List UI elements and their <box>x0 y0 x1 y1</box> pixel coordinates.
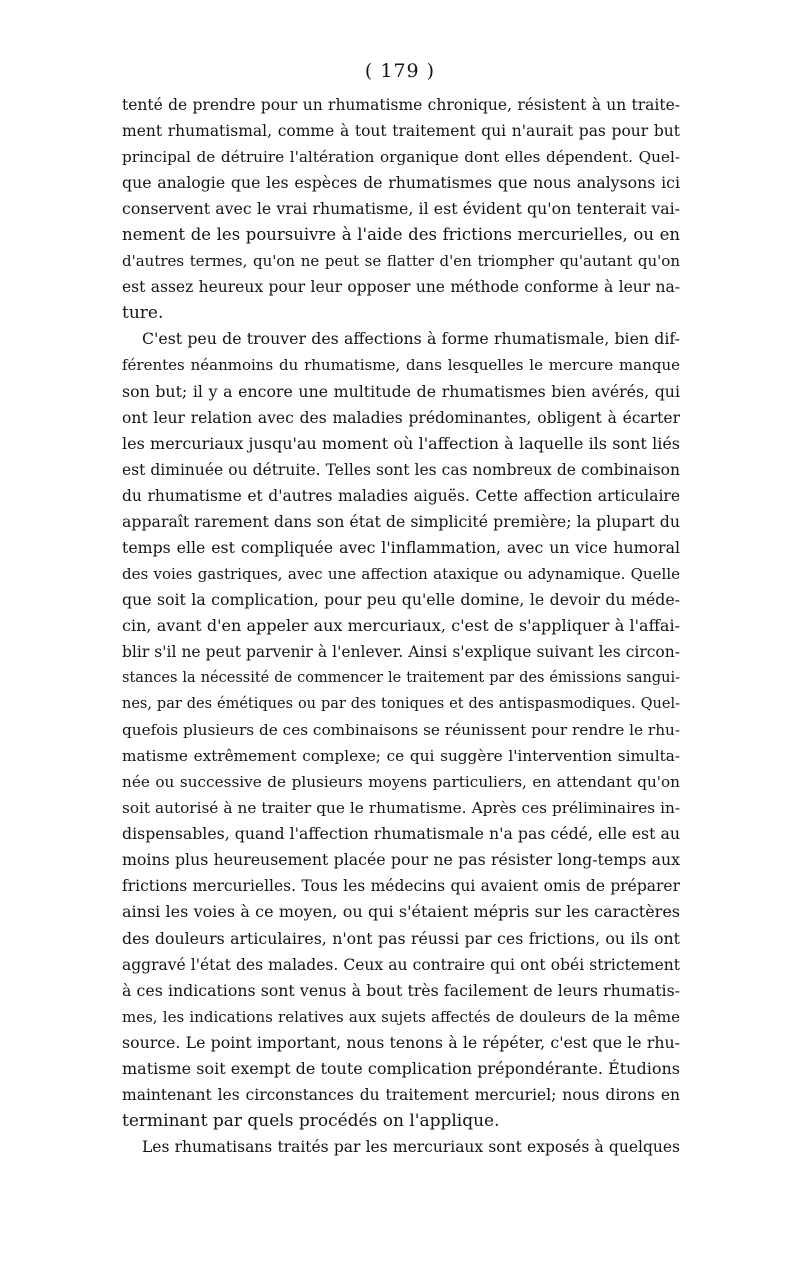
text-line: matisme soit exempt de toute complication prépondérante. Étudions <box>122 1058 680 1078</box>
text-line: ainsi les voies à ce moyen, ou qui s'étaient mépris sur les caractères <box>122 902 680 922</box>
text-line: principal de détruire l'altération organique dont elles dépendent. Quel- <box>122 148 680 167</box>
text-line: matisme extrêmement complexe; ce qui suggère l'intervention simulta- <box>122 747 680 766</box>
text-line: terminant par quels procédés on l'applique. <box>122 1110 500 1131</box>
text-line: source. Le point important, nous tenons à le répéter, c'est que le rhu- <box>122 1032 680 1052</box>
text-line: frictions mercurielles. Tous les médecins qui avaient omis de préparer <box>122 877 680 896</box>
body-text <box>122 92 680 1160</box>
text-line: est assez heureux pour leur opposer une méthode conforme à leur na- <box>122 278 680 297</box>
text-line: dispensables, quand l'affection rhumatismale n'a pas cédé, elle est au <box>122 824 680 844</box>
text-line: tenté de prendre pour un rhumatisme chronique, résistent à un traite- <box>122 96 680 114</box>
text-line: aggravé l'état des malades. Ceux au contraire qui ont obéi strictement <box>122 955 680 974</box>
text-line: à ces indications sont venus à bout très facilement de leurs rhumatis- <box>122 980 680 1000</box>
text-line: Les rhumatisans traités par les mercuriaux sont exposés à quelques <box>142 1137 680 1156</box>
text-line: ont leur relation avec des maladies prédominantes, obligent à écarter <box>122 408 680 427</box>
text-line: d'autres termes, qu'on ne peut se flatter d'en triompher qu'autant qu'on <box>122 252 680 271</box>
text-line: soit autorisé à ne traiter que le rhumatisme. Après ces préliminaires in- <box>122 799 680 818</box>
text-line: du rhumatisme et d'autres maladies aiguës. Cette affection articulaire <box>122 486 680 505</box>
text-line: des douleurs articulaires, n'ont pas réussi par ces frictions, ou ils ont <box>122 928 680 948</box>
text-line: mes, les indications relatives aux sujets affectés de douleurs de la même <box>122 1007 680 1026</box>
text-line: stances la nécessité de commencer le traitement par des émissions sangui- <box>122 670 680 687</box>
text-line: blir s'il ne peut parvenir à l'enlever. Ainsi s'explique suivant les circon- <box>122 642 680 661</box>
page-number: ( 179 ) <box>364 60 436 82</box>
text-line: que soit la complication, pour peu qu'elle domine, le devoir du méde- <box>122 589 680 609</box>
text-line: nes, par des émétiques ou par des toniques et des antispasmodiques. Quel- <box>122 696 680 713</box>
text-line: son but; il y a encore une multitude de rhumatismes bien avérés, qui <box>122 381 680 401</box>
text-line: ment rhumatismal, comme à tout traitement qui n'aurait pas pour but <box>122 122 680 141</box>
text-line: les mercuriaux jusqu'au moment où l'affection à laquelle ils sont liés <box>122 433 680 453</box>
text-line: C'est peu de trouver des affections à forme rhumatismale, bien dif- <box>142 329 680 349</box>
text-line: est diminuée ou détruite. Telles sont les cas nombreux de combinaison <box>122 460 680 479</box>
text-line: apparaît rarement dans son état de simplicité première; la plupart du <box>122 511 680 531</box>
text-line: férentes néanmoins du rhumatisme, dans lesquelles le mercure manque <box>122 356 680 375</box>
text-line: ture. <box>122 303 164 324</box>
text-line: moins plus heureusement placée pour ne pas résister long-temps aux <box>122 850 680 870</box>
text-line: maintenant les circonstances du traitement mercuriel; nous dirons en <box>122 1085 680 1104</box>
text-line: cin, avant d'en appeler aux mercuriaux, c'est de s'appliquer à l'affai- <box>122 615 680 635</box>
text-line: quefois plusieurs de ces combinaisons se réunissent pour rendre le rhu- <box>122 721 680 740</box>
text-line: que analogie que les espèces de rhumatismes que nous analysons ici <box>122 173 680 193</box>
text-line: conservent avec le vrai rhumatisme, il est évident qu'on tenterait vai- <box>122 199 680 219</box>
text-line: née ou successive de plusieurs moyens particuliers, en attendant qu'on <box>122 773 680 792</box>
text-line: nement de les poursuivre à l'aide des frictions mercurielles, ou en <box>122 225 680 245</box>
text-line: des voies gastriques, avec une affection ataxique ou adynamique. Quelle <box>122 564 680 583</box>
text-line: temps elle est compliquée avec l'inflammation, avec un vice humoral <box>122 537 680 557</box>
